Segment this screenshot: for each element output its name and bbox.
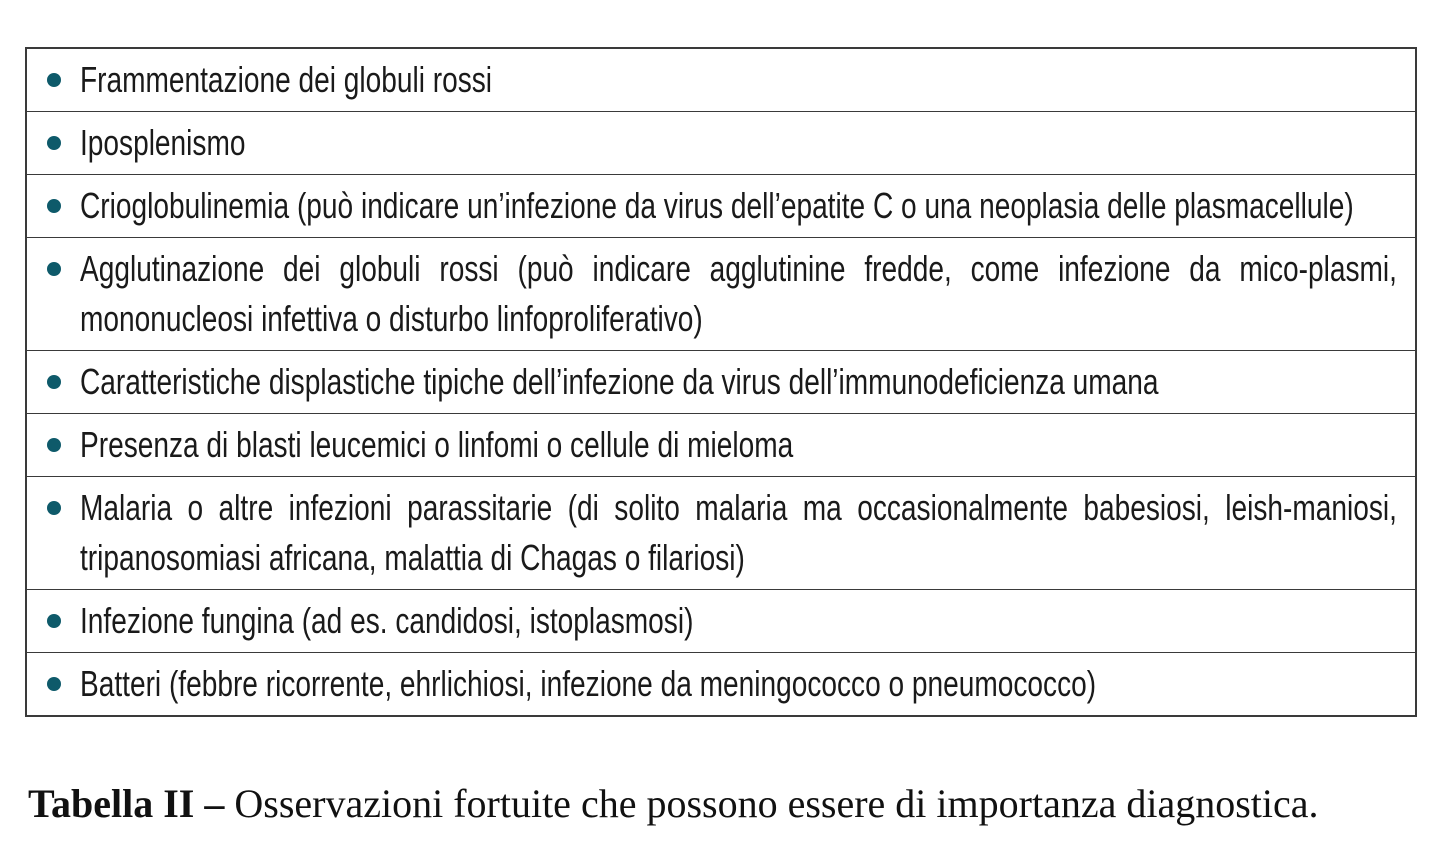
row-text: Caratteristiche displastiche tipiche dell’infezione da virus dell’immunodeficienza umana (80, 361, 1159, 402)
row-text: Crioglobulinemia (può indicare un’infezione da virus dell’epatite C o una neoplasia delle plasmacellule) (80, 185, 1354, 226)
bullet-icon (47, 501, 61, 515)
bullet-icon (47, 136, 61, 150)
row-text: Iposplenismo (80, 122, 246, 163)
table-row (27, 589, 1415, 652)
row-text: Batteri (febbre ricorrente, ehrlichiosi, infezione da meningococco o pneumococco) (80, 663, 1097, 704)
bullet-icon (47, 677, 61, 691)
row-text: Presenza di blasti leucemici o linfomi o cellule di mieloma (80, 424, 794, 465)
bullet-icon (47, 199, 61, 213)
row-text: Agglutinazione dei globuli rossi (può indicare agglutinine fredde, come infezione da mico-plasmi, mononucleosi infettiva o disturbo linfoproliferativo) (80, 248, 1397, 339)
table-row (27, 237, 1415, 350)
table-row (27, 49, 1415, 111)
table-row (27, 652, 1415, 715)
bullet-icon (47, 438, 61, 452)
table-row (27, 111, 1415, 174)
table-row (27, 476, 1415, 589)
bullet-icon (47, 262, 61, 276)
row-text: Malaria o altre infezioni parassitarie (di solito malaria ma occasionalmente babesiosi, leish-maniosi, tripanosomiasi africana, malattia di Chagas o filariosi) (80, 487, 1397, 578)
caption-label: Tabella II – (28, 781, 225, 826)
bullet-icon (47, 614, 61, 628)
caption-text: Osservazioni fortuite che possono essere di importanza diagnostica. (224, 781, 1319, 826)
bullet-icon (47, 73, 61, 87)
table-caption (28, 780, 1319, 827)
table-row (27, 174, 1415, 237)
row-text: Frammentazione dei globuli rossi (80, 59, 493, 100)
table-row (27, 350, 1415, 413)
findings-table (25, 47, 1417, 717)
table-row (27, 413, 1415, 476)
row-text: Infezione fungina (ad es. candidosi, istoplasmosi) (80, 600, 694, 641)
bullet-icon (47, 375, 61, 389)
